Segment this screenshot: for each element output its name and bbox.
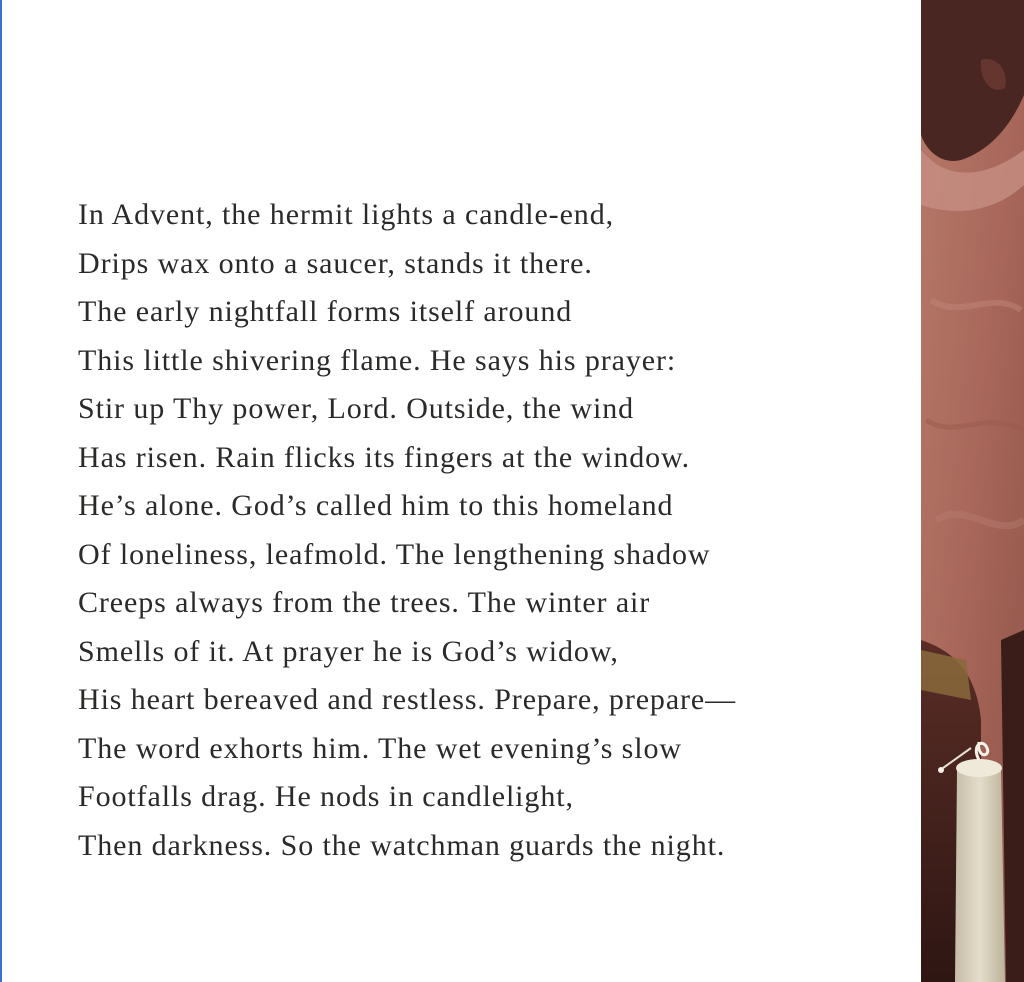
poem-line: The word exhorts him. The wet evening’s slow <box>78 731 682 765</box>
poem-line: The early nightfall forms itself around <box>78 295 573 328</box>
poem-line: Creeps always from the trees. The winter air <box>78 586 651 619</box>
poem-line: His heart bereaved and restless. Prepare, prepare— <box>78 683 737 716</box>
painting-detail-image <box>921 0 1024 982</box>
poem-line: Has risen. Rain flicks its fingers at the window. <box>78 440 691 474</box>
poem-line: Stir up Thy power, Lord. Outside, the wind <box>78 392 634 425</box>
poem-line: In Advent, the hermit lights a candle-end, <box>78 198 614 231</box>
poem-line: This little shivering flame. He says his prayer: <box>78 343 677 377</box>
poem-text <box>78 191 898 870</box>
page-edge-rule <box>0 0 2 982</box>
poem-line: Footfalls drag. He nods in candlelight, <box>78 780 574 813</box>
poem-line: Drips wax onto a saucer, stands it there. <box>78 246 593 280</box>
poem-line: He’s alone. God’s called him to this homeland <box>78 489 674 522</box>
poem-line: Then darkness. So the watchman guards the night. <box>78 828 726 862</box>
painting-detail-candle-icon <box>921 0 1024 982</box>
poem-line: Smells of it. At prayer he is God’s widow, <box>78 634 619 668</box>
poem-line: Of loneliness, leafmold. The lengthening shadow <box>78 537 711 571</box>
